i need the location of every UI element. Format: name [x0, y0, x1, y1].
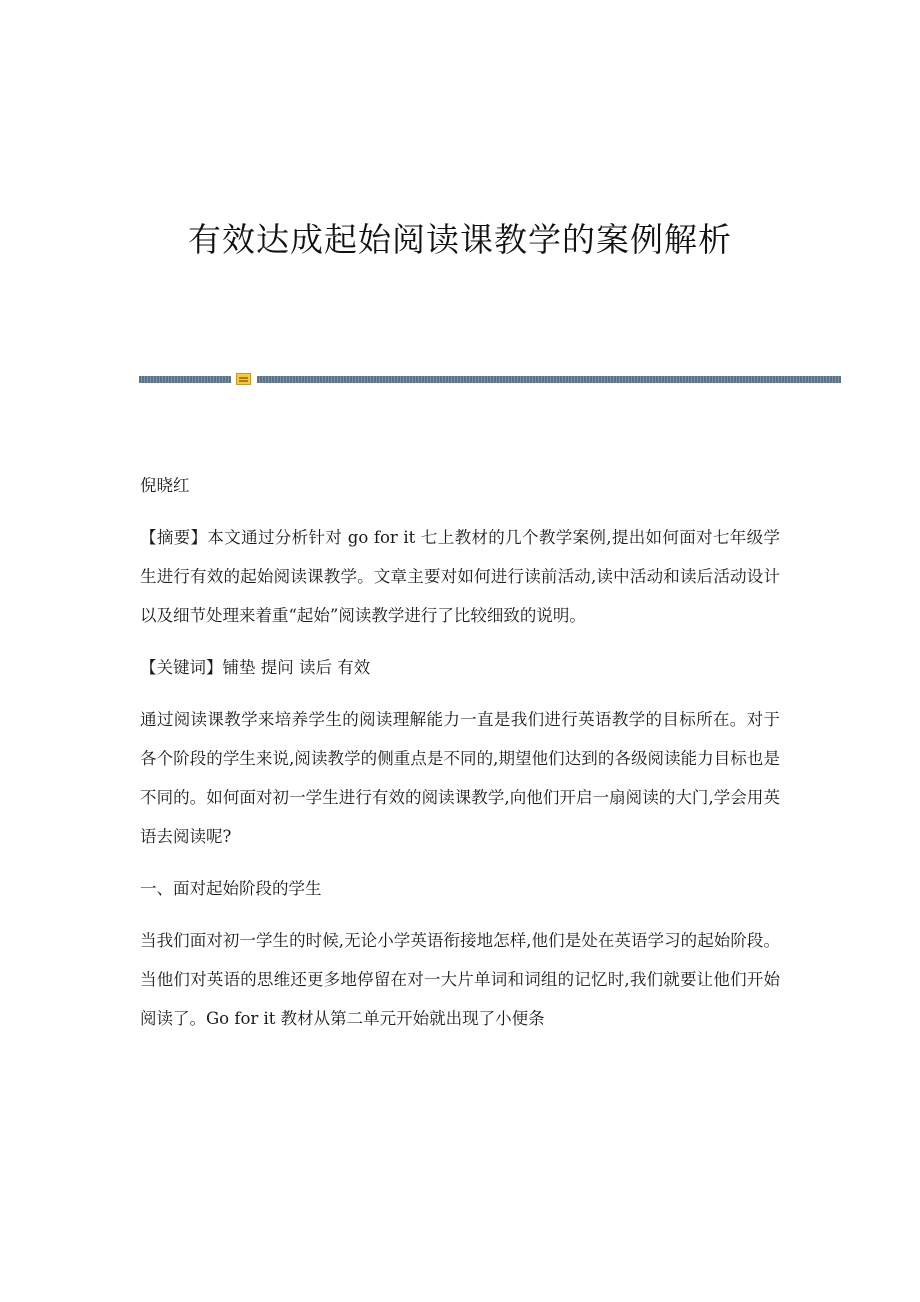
author-name: 倪晓红 [140, 476, 190, 495]
divider-bar-left [139, 376, 231, 383]
abstract-paragraph: 【摘要】本文通过分析针对 go for it 七上教材的几个教学案例,提出如何面对七年级学生进行有效的起始阅读课教学。文章主要对如何进行读前活动,读中活动和读后活动设计以及细节处理来着重“起始”阅读教学进行了比较细致的说明。 [140, 528, 780, 625]
title-divider [139, 372, 841, 386]
body-paragraph-2: 当我们面对初一学生的时候,无论小学英语衔接地怎样,他们是处在英语学习的起始阶段。当他们对英语的思维还更多地停留在对一大片单词和词组的记忆时,我们就要让他们开始阅读了。Go for it 教材从第二单元开始就出现了小便条 [140, 931, 780, 1028]
body-paragraph-1: 通过阅读课教学来培养学生的阅读理解能力一直是我们进行英语教学的目标所在。对于各个阶段的学生来说,阅读教学的侧重点是不同的,期望他们达到的各级阅读能力目标也是不同的。如何面对初一学生进行有效的阅读课教学,向他们开启一扇阅读的大门,学会用英语去阅读呢? [140, 710, 780, 846]
section-heading-1: 一、面对起始阶段的学生 [140, 879, 322, 898]
divider-bar-right [257, 376, 841, 383]
divider-ornament-icon [236, 373, 251, 385]
document-body [140, 466, 780, 1051]
keywords-line: 【关键词】铺垫 提问 读后 有效 [140, 658, 371, 677]
document-title: 有效达成起始阅读课教学的案例解析 [188, 220, 732, 259]
